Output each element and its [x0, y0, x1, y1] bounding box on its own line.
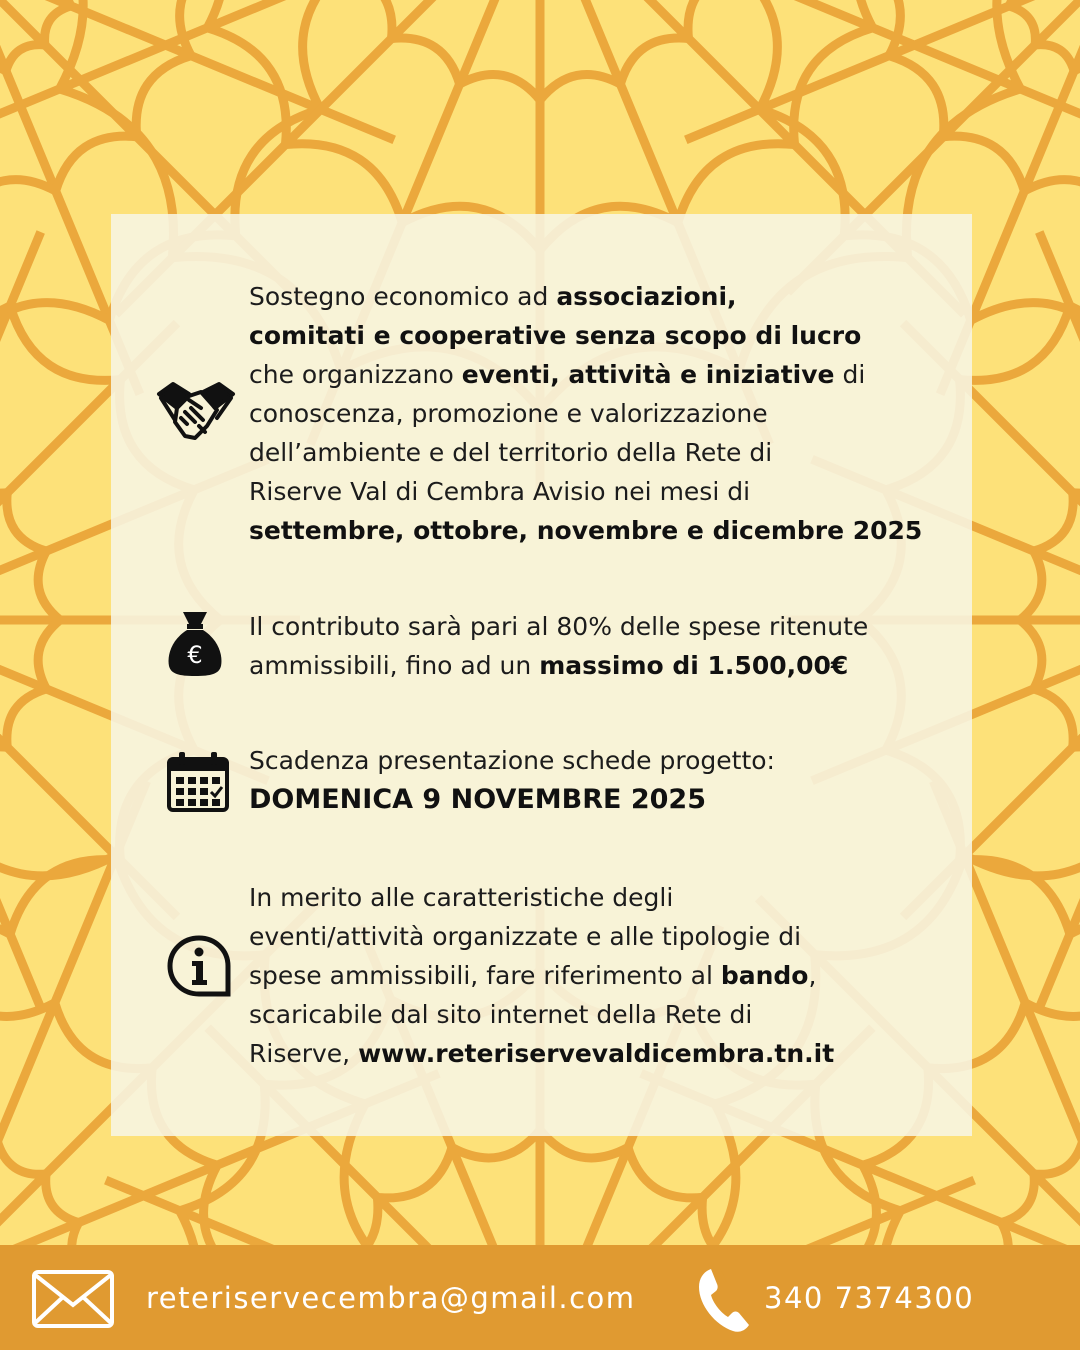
info-description — [249, 878, 909, 1073]
text-segment: Il contributo sarà pari al 80% delle spese ritenute — [249, 612, 869, 641]
info-icon — [166, 934, 232, 998]
bold-text: bando — [720, 961, 809, 990]
bold-text: associazioni, — [556, 282, 737, 311]
text-segment: ammissibili, fino ad un — [249, 651, 540, 680]
bold-text: settembre, ottobre, novembre e dicembre 2025 — [249, 516, 923, 545]
support-description — [249, 277, 939, 550]
handshake-icon — [155, 378, 237, 450]
text-segment: conoscenza, promozione e valorizzazione — [249, 399, 768, 428]
text-segment: scaricabile dal sito internet della Rete di — [249, 1000, 753, 1029]
text-segment: Riserve, — [249, 1039, 359, 1068]
footer-bar — [0, 1245, 1080, 1350]
text-segment: che organizzano — [249, 360, 462, 389]
bold-text: eventi, attività e iniziative — [461, 360, 835, 389]
phone-icon — [697, 1265, 751, 1335]
text-segment: Sostegno economico ad — [249, 282, 557, 311]
contribution-description — [249, 607, 939, 685]
bold-text: massimo di 1.500,00€ — [539, 651, 849, 680]
bold-text: www.reteriservevaldicembra.tn.it — [358, 1039, 835, 1068]
text-segment: eventi/attività organizzate e alle tipologie di — [249, 922, 802, 951]
phone-link[interactable]: 340 7374300 — [764, 1281, 975, 1315]
text-segment: dell’ambiente e del territorio della Rete di — [249, 438, 773, 467]
text-segment: Riserve Val di Cembra Avisio nei mesi di — [249, 477, 751, 506]
deadline-description — [249, 741, 939, 819]
envelope-icon — [31, 1269, 115, 1329]
text-segment: Scadenza presentazione schede progetto: — [249, 746, 775, 775]
calendar-icon — [166, 750, 230, 814]
text-segment: In merito alle caratteristiche degli — [249, 883, 674, 912]
bold-text: DOMENICA 9 NOVEMBRE 2025 — [249, 784, 707, 815]
svg-text:€: € — [187, 641, 203, 669]
text-segment: di — [834, 360, 866, 389]
text-segment: , — [808, 961, 817, 990]
money-bag-euro-icon — [165, 608, 225, 678]
email-link[interactable]: reteriservecembra@gmail.com — [146, 1281, 636, 1315]
bold-text: comitati e cooperative senza scopo di lucro — [249, 321, 862, 350]
text-segment: spese ammissibili, fare riferimento al — [249, 961, 721, 990]
